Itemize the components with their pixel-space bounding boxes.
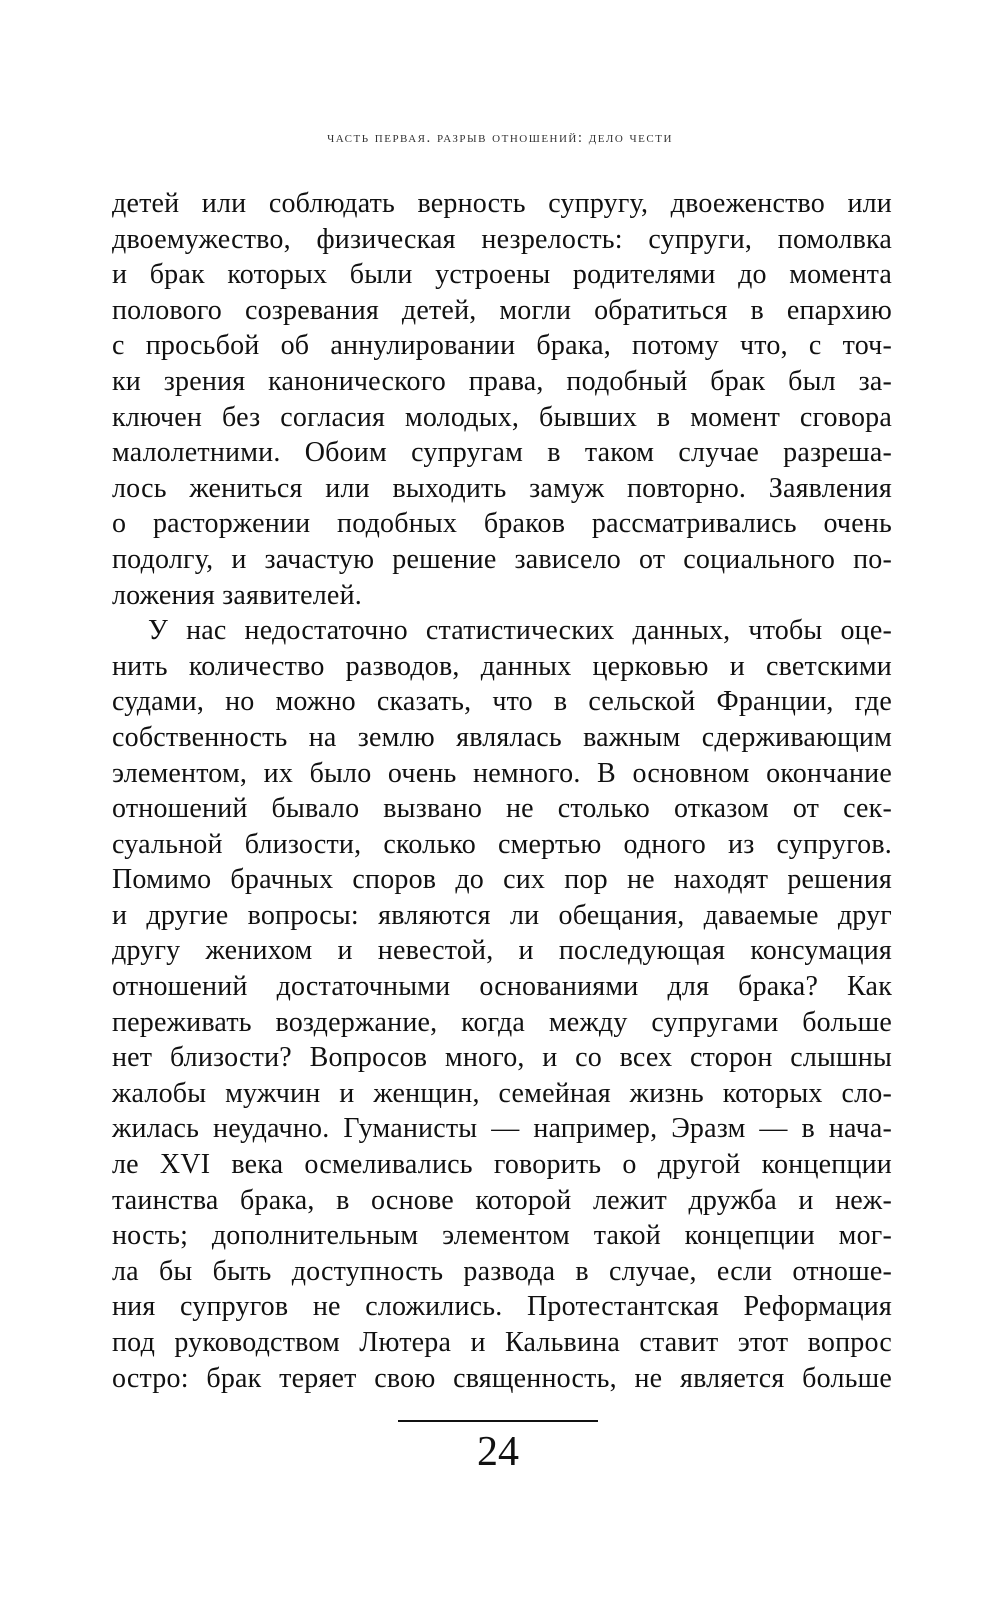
text-line: жалобы мужчин и женщин, семейная жизнь которых сло- (112, 1077, 892, 1109)
paragraph-start-line: У нас недостаточно статистических данных, чтобы оце- (148, 615, 892, 647)
text-line: другу женихом и невестой, и последующая консумация (112, 935, 892, 967)
text-line: нить количество разводов, данных церковью и светскими (112, 650, 892, 682)
text-line: элементом, их было очень немного. В основном окончание (112, 757, 892, 789)
text-line: отношений достаточными основаниями для брака? Как (112, 971, 892, 1003)
text-line: двоемужество, физическая незрелость: супруги, помолвка (112, 223, 892, 255)
page-number: 24 (477, 1429, 519, 1475)
text-line: полового созревания детей, могли обратиться в епархию (112, 294, 892, 326)
text-line: подолгу, и зачастую решение зависело от социального по- (112, 543, 892, 575)
text-line: и другие вопросы: являются ли обещания, даваемые друг (112, 899, 892, 931)
text-line: жилась неудачно. Гуманисты — например, Эразм — в нача- (112, 1113, 892, 1145)
text-line: ния супругов не сложились. Протестантская Реформация (112, 1291, 892, 1323)
text-line: судами, но можно сказать, что в сельской Франции, где (112, 686, 892, 718)
text-line: таинства брака, в основе которой лежит дружба и неж- (112, 1184, 892, 1216)
text-line: детей или соблюдать верность супругу, двоеженство или (112, 188, 892, 219)
text-line: малолетними. Обоим супругам в таком случае разреша- (112, 437, 892, 469)
text-line: Помимо брачных споров до сих пор не находят решения (112, 864, 892, 896)
text-line: отношений бывало вызвано не столько отказом от сек- (112, 793, 892, 825)
running-header: часть первая. разрыв отношений: дело чести (327, 130, 673, 146)
paragraph-end-line: ложения заявителей. (112, 579, 362, 611)
text-line: остро: брак теряет свою священность, не является больше (112, 1362, 892, 1394)
text-line: собственность на землю являлась важным сдерживающим (112, 721, 892, 753)
text-line: ле XVI века осмеливались говорить о другой концепции (112, 1149, 892, 1181)
text-line: и брак которых были устроены родителями до момента (112, 259, 892, 291)
text-line: ключен без согласия молодых, бывших в момент сговора (112, 401, 892, 433)
footer-rule (398, 1420, 598, 1422)
text-line: под руководством Лютера и Кальвина ставит этот вопрос (112, 1327, 892, 1358)
text-line: лось жениться или выходить замуж повторно. Заявления (112, 472, 892, 504)
text-line: о расторжении подобных браков рассматривались очень (112, 508, 892, 540)
body-text (112, 186, 892, 1396)
text-line: переживать воздержание, когда между супругами больше (112, 1006, 892, 1038)
text-line: ность; дополнительным элементом такой концепции мог- (112, 1220, 892, 1252)
text-line: ла бы быть доступность развода в случае, если отноше- (112, 1255, 892, 1287)
text-line: с просьбой об аннулировании брака, потому что, с точ- (112, 330, 892, 362)
text-line: нет близости? Вопросов много, и со всех сторон слышны (112, 1042, 892, 1074)
text-line: суальной близости, сколько смертью одного из супругов. (112, 828, 892, 860)
text-line: ки зрения канонического права, подобный брак был за- (112, 365, 892, 397)
